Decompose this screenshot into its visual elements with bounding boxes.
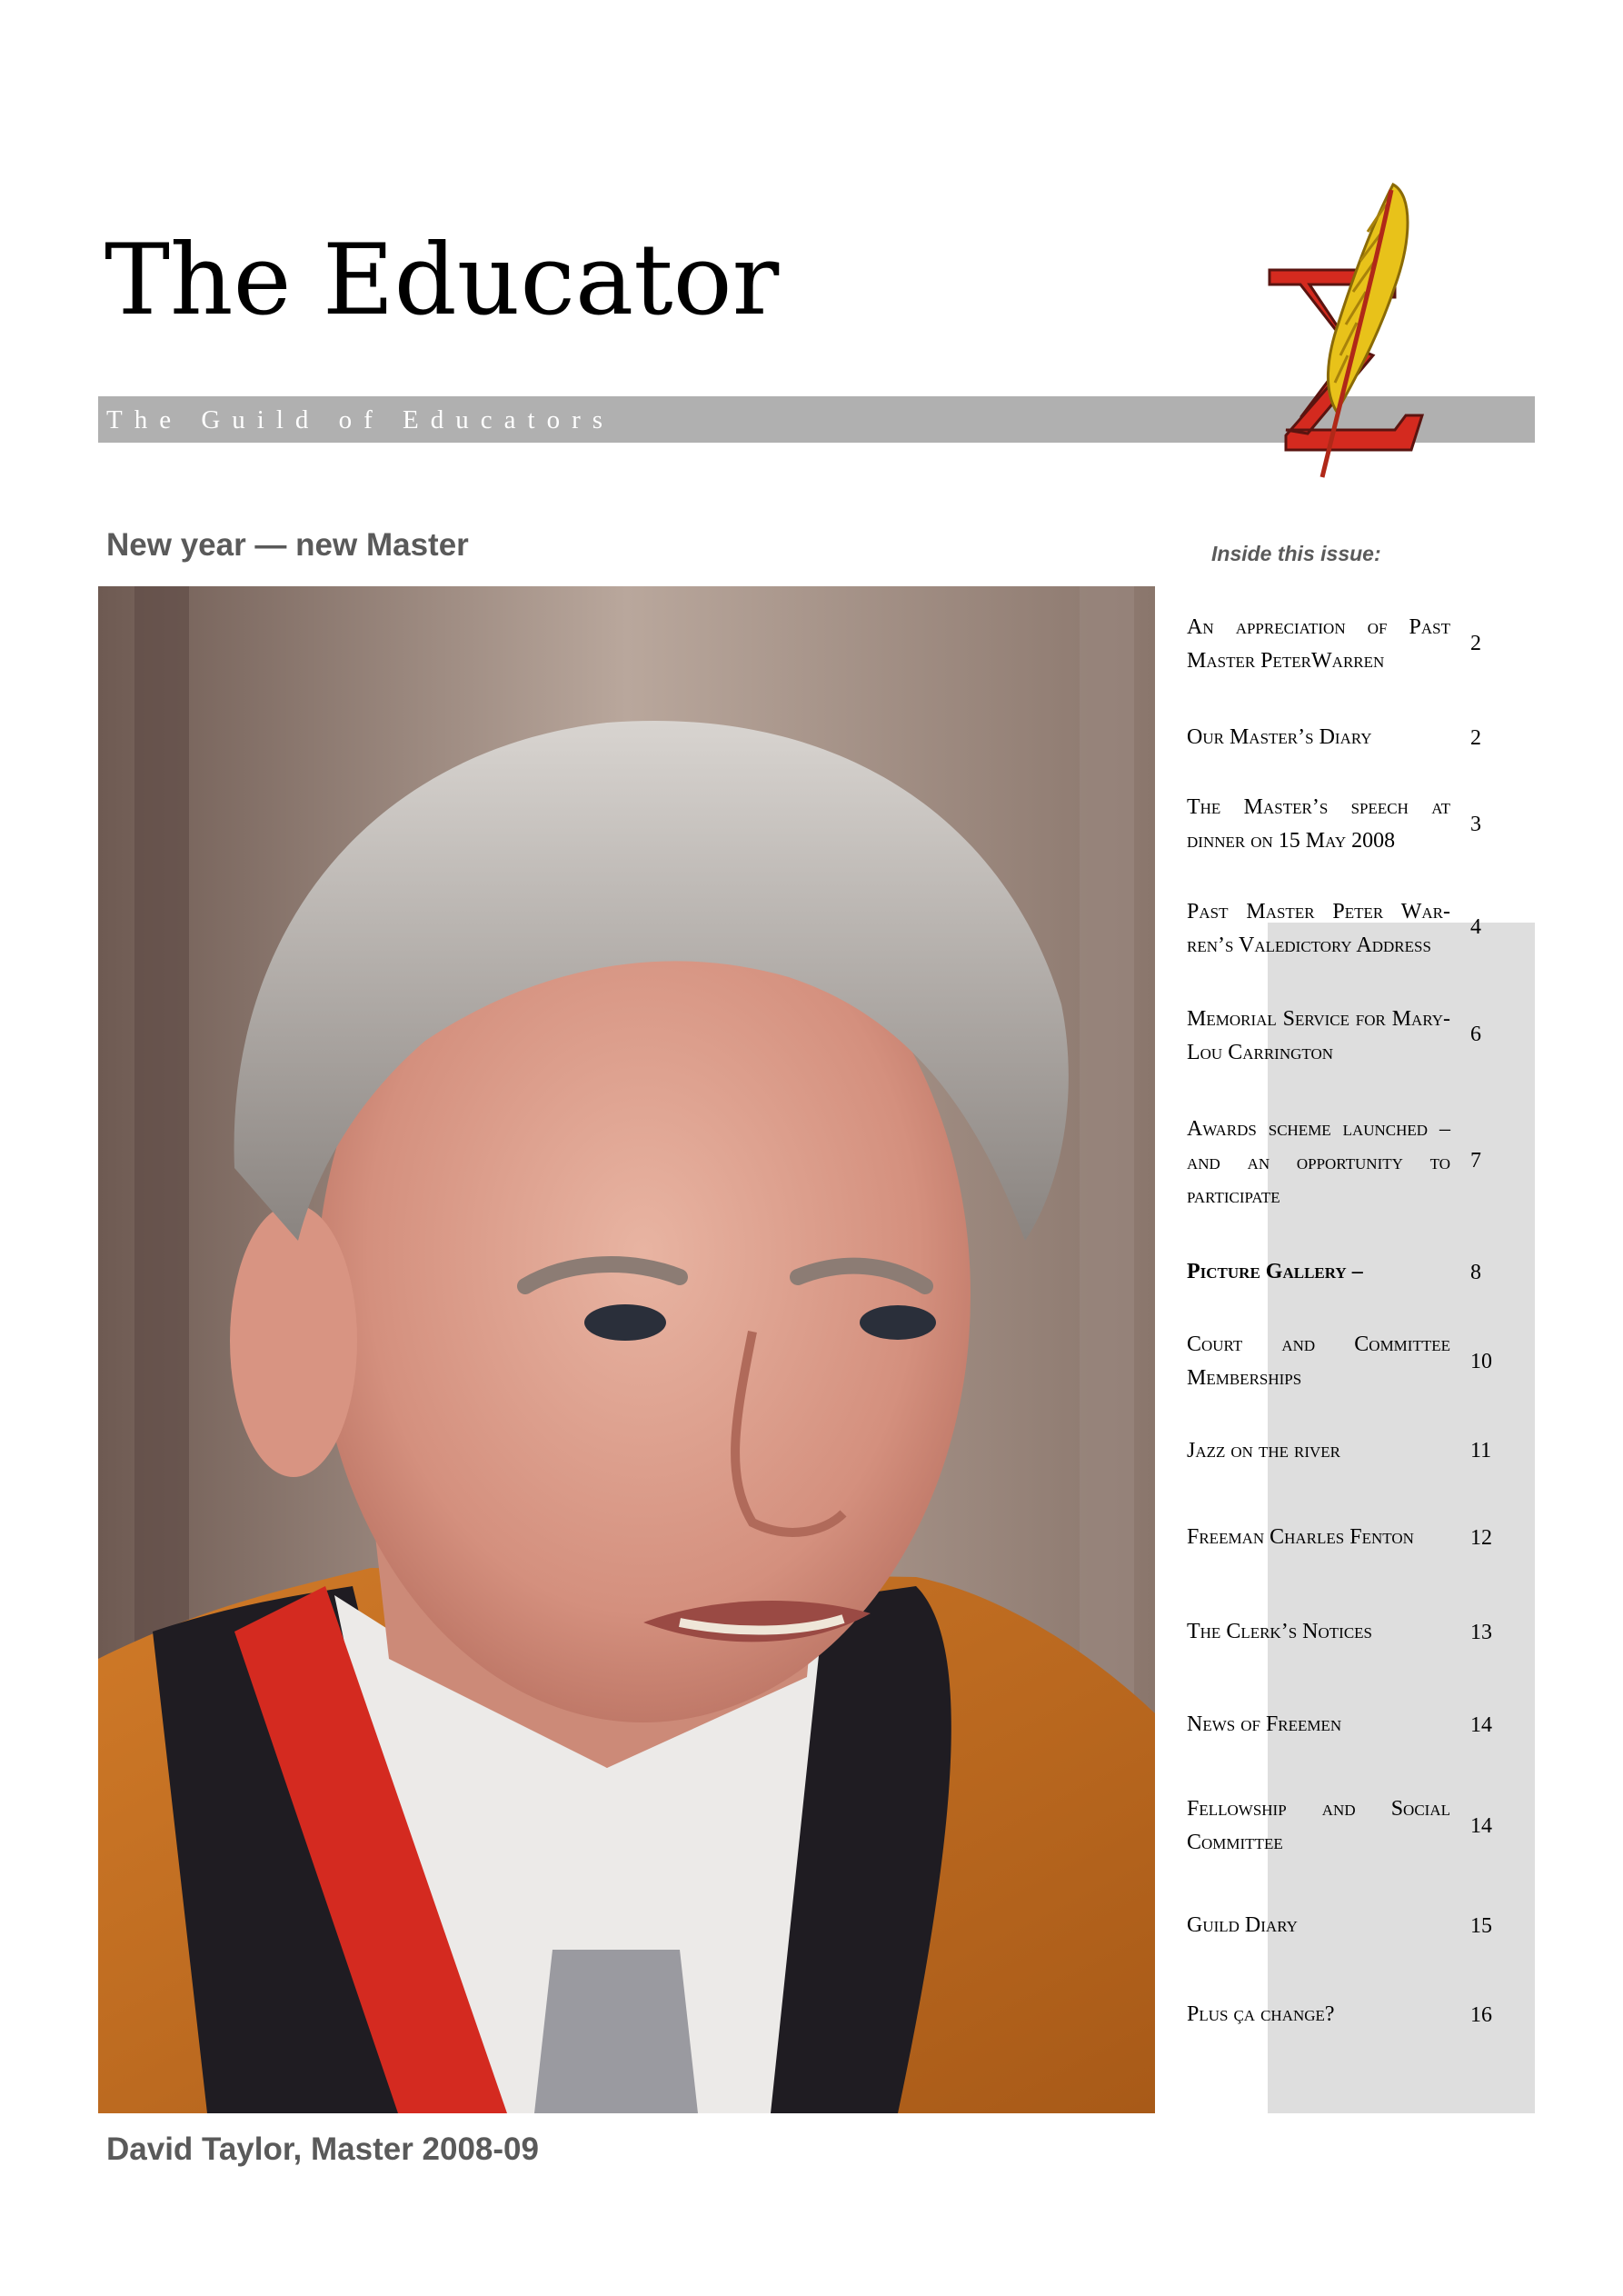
toc-item-page: 8 [1470, 1261, 1481, 1284]
toc-item-title[interactable]: Court and Committee Memberships [1187, 1333, 1450, 1390]
toc-item-page: 15 [1470, 1914, 1492, 1938]
toc-item-page: 4 [1470, 915, 1481, 939]
toc-item-page: 14 [1470, 1814, 1492, 1838]
toc-item-title[interactable]: Picture Gallery – [1187, 1260, 1363, 1283]
toc-item-title[interactable]: The Master’s speech at dinner on 15 May 2008 [1187, 795, 1450, 853]
toc-item-title[interactable]: Memorial Service for Mary-Lou Carrington [1187, 1007, 1450, 1064]
toc-item-page: 6 [1470, 1023, 1481, 1046]
toc-item-page: 10 [1470, 1350, 1492, 1373]
guild-quill-logo [1259, 177, 1440, 495]
toc-item-page: 11 [1470, 1439, 1492, 1462]
master-portrait-photo [98, 586, 1155, 2113]
toc-item-page: 13 [1470, 1621, 1492, 1644]
toc-item-title[interactable]: Jazz on the river [1187, 1439, 1340, 1462]
masthead-subtitle: The Guild of Educators [106, 405, 615, 434]
portrait-illustration [98, 586, 1155, 2113]
toc-item-title[interactable]: The Clerk’s Notices [1187, 1620, 1372, 1643]
toc-item-page: 14 [1470, 1713, 1492, 1737]
toc-item-title[interactable]: Past Master Peter War-ren’s Valedictory Address [1187, 900, 1450, 957]
article-headline: New year — new Master [106, 527, 469, 563]
photo-caption: David Taylor, Master 2008-09 [106, 2131, 539, 2167]
portrait-ear [230, 1204, 357, 1477]
toc-item-title[interactable]: Fellowship and Social Committee [1187, 1797, 1450, 1854]
toc-item-page: 16 [1470, 2003, 1492, 2027]
toc-item-page: 7 [1470, 1149, 1481, 1173]
toc-item-title[interactable]: Awards scheme launched – and an opportunity to participate [1187, 1117, 1450, 1208]
toc-item-page: 2 [1470, 632, 1481, 655]
toc-heading: Inside this issue: [1211, 542, 1381, 565]
toc-item-title[interactable]: An appreciation of Past Master PeterWarren [1187, 615, 1450, 673]
toc-item-title[interactable]: Our Master’s Diary [1187, 725, 1372, 749]
toc-item-page: 3 [1470, 813, 1481, 836]
masthead-title: The Educator [105, 224, 780, 337]
portrait-right-eye [860, 1305, 936, 1340]
toc-item-title[interactable]: Guild Diary [1187, 1913, 1298, 1937]
toc-item-title[interactable]: News of Freemen [1187, 1712, 1342, 1736]
toc-item-page: 2 [1470, 726, 1481, 750]
portrait-left-eye [584, 1304, 666, 1341]
portrait-tie [534, 1950, 698, 2113]
toc-item-title[interactable]: Freeman Charles Fenton [1187, 1525, 1414, 1549]
toc-item-title[interactable]: Plus ça change? [1187, 2002, 1335, 2026]
toc-item-page: 12 [1470, 1526, 1492, 1550]
